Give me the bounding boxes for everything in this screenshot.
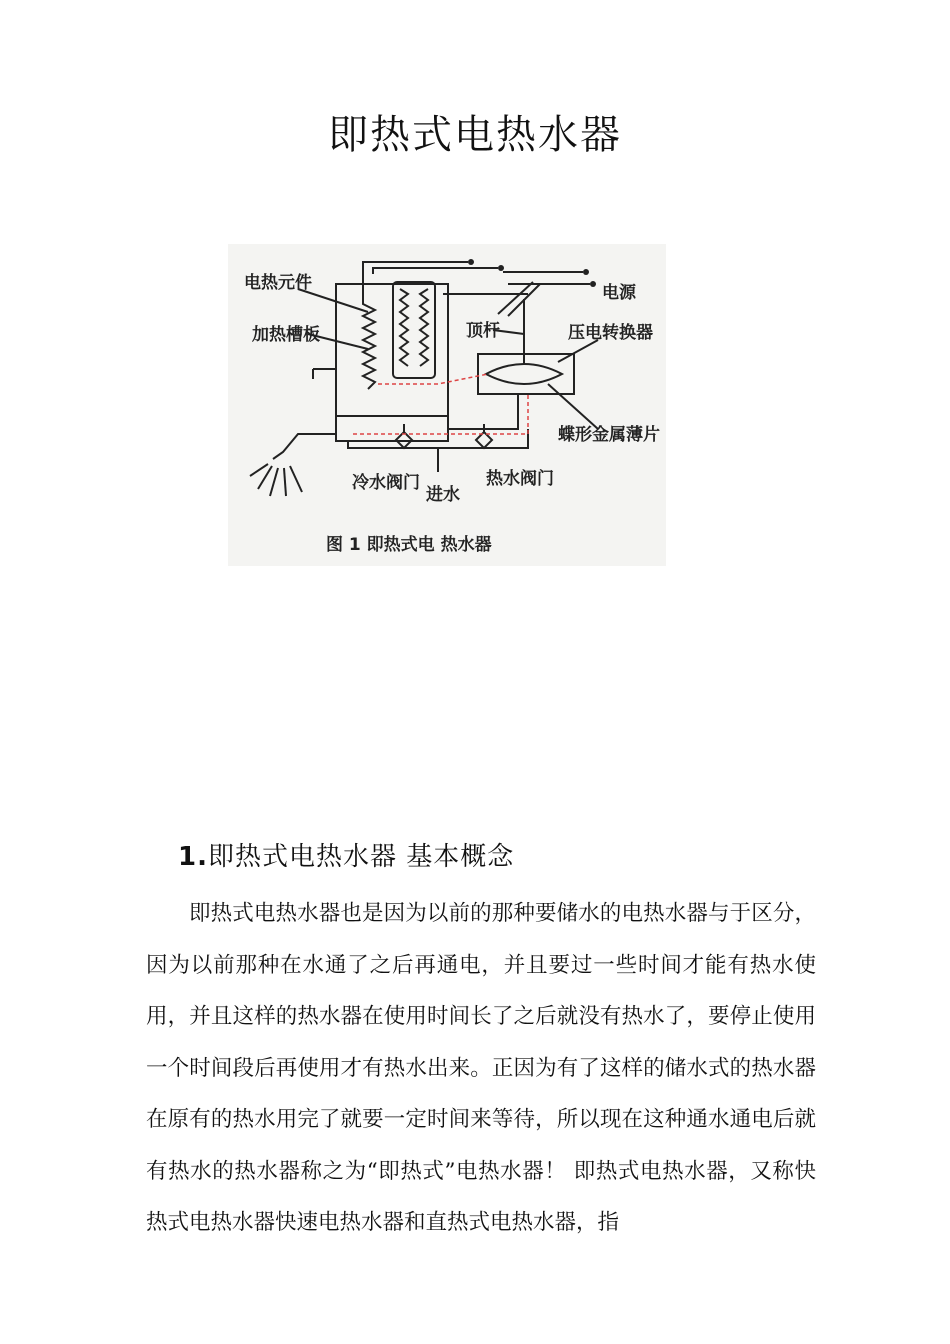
body-paragraph: 即热式电热水器也是因为以前的那种要储水的电热水器与于区分，因为以前那种在水通了之后再通电，并且要过一些时间才能有热水使用，并且这样的热水器在使用时间长了之后就没有热水了，要停止使用一个时间段后再使用才有热水出来。正因为有了这样的储水式的热水器在原有的热水用完了就要一定时间来等待，所以现在这种通水通电后就有热水的热水器称之为“即热式”电热水器！ 即热式电热水器，又称快热式电热水器快速电热水器和直热式电热水器，指 <box>146 901 816 1235</box>
label-pressure-switch: 压电转换器 <box>568 323 653 343</box>
label-water-in: 进水 <box>426 485 460 505</box>
label-heating-groove: 加热槽板 <box>252 325 320 345</box>
heating-coil <box>363 274 375 389</box>
label-heating-element: 电热元件 <box>244 273 312 293</box>
heating-groove <box>393 282 435 378</box>
label-power: 电源 <box>602 283 636 303</box>
label-push-rod: 顶杆 <box>466 321 500 341</box>
water-heater-diagram <box>228 244 666 566</box>
figure-caption: 图 1 即热式电 热水器 <box>326 535 492 555</box>
section-title: 即热式电热水器 基本概念 <box>207 842 515 872</box>
label-butterfly-sheet: 蝶形金属薄片 <box>558 425 660 445</box>
label-hot-valve: 热水阀门 <box>486 469 554 489</box>
label-cold-valve: 冷水阀门 <box>352 473 420 493</box>
section-number: 1. <box>178 842 208 872</box>
page-title: 即热式电热水器 <box>328 112 622 158</box>
section-heading <box>178 836 514 873</box>
